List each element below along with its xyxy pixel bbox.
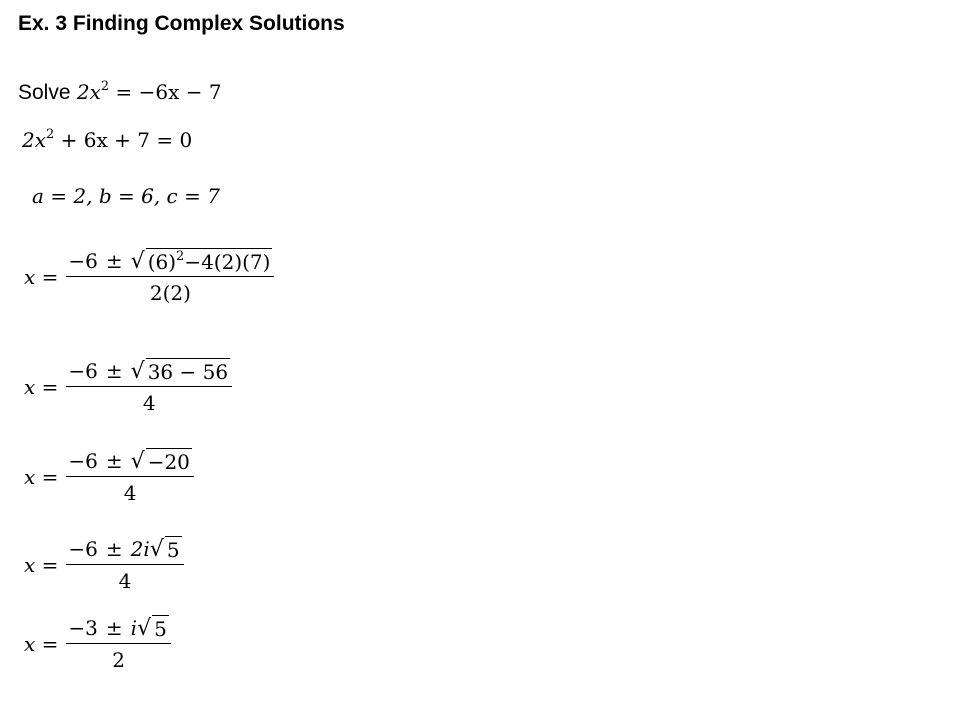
standard-rest: + 6x + 7 = 0 [54, 128, 193, 152]
step-1-plus-minus: ± [105, 249, 123, 273]
step-4-lhs: x = [24, 552, 59, 577]
step-5-radicand: 5 [154, 617, 167, 641]
step-2-numerator [66, 358, 232, 386]
step-1-lhs: x = [24, 264, 59, 289]
step-4-radicand: 5 [166, 538, 180, 562]
step-1-denominator: 2(2) [149, 281, 191, 305]
step-2-fraction [66, 358, 232, 415]
step-5-lhs: x = [24, 631, 59, 656]
quadratic-formula-step [24, 248, 274, 305]
negative-radicand-step [24, 448, 194, 505]
step-2-denominator: 4 [142, 391, 156, 415]
radical-icon: √ [130, 359, 145, 384]
slide-title: Ex. 3 Finding Complex Solutions [18, 12, 345, 35]
step-3-square-root [131, 448, 192, 473]
step-1-square-root [131, 248, 273, 273]
step-5-num-left: −3 [68, 616, 98, 640]
step-3-lhs: x = [24, 464, 59, 489]
step-5-fraction [66, 615, 170, 672]
solve-label: Solve [18, 81, 71, 104]
step-4-fraction [66, 536, 183, 593]
radical-icon: √ [137, 616, 152, 641]
problem-exponent: 2 [100, 79, 110, 94]
step-5-numerator [66, 615, 170, 643]
step-2-square-root [131, 358, 230, 383]
step-3-plus-minus: ± [105, 449, 123, 473]
step-3-denominator: 4 [123, 481, 137, 505]
radical-icon: √ [130, 449, 145, 474]
coefficients-line: a = 2, b = 6, c = 7 [32, 184, 220, 208]
step-3-numerator [66, 448, 194, 476]
step-1-num-left: −6 [68, 249, 98, 273]
standard-lhs: 2x [22, 128, 47, 152]
problem-statement [18, 80, 222, 105]
step-3-num-left: −6 [68, 449, 98, 473]
step-5-square-root [137, 615, 169, 640]
problem-lhs: 2x [76, 80, 101, 104]
step-4-square-root [150, 536, 182, 561]
step-1-radicand-a: (6) [147, 250, 177, 274]
standard-form-equation [22, 128, 192, 152]
step-1-fraction [66, 248, 274, 305]
step-2-plus-minus: ± [105, 359, 123, 383]
standard-exponent: 2 [46, 127, 55, 142]
step-5-coefficient: i [130, 616, 138, 640]
step-1-radicand-b: −4(2)(7) [184, 250, 271, 274]
step-3-fraction [66, 448, 194, 505]
step-4-num-left: −6 [68, 537, 98, 561]
simplify-radicand-step [24, 358, 232, 415]
step-2-radicand: 36 − 56 [147, 360, 229, 384]
problem-rhs: = −6x − 7 [109, 80, 222, 104]
step-5-denominator: 2 [112, 648, 125, 672]
final-solution-step [24, 615, 171, 672]
step-4-numerator [66, 536, 183, 564]
radical-icon: √ [149, 537, 164, 562]
step-4-coefficient: 2i [130, 537, 150, 561]
step-1-numerator [66, 248, 274, 276]
step-2-num-left: −6 [68, 359, 98, 383]
radical-icon: √ [130, 249, 145, 274]
step-1-radicand [146, 248, 273, 273]
step-5-plus-minus: ± [105, 616, 123, 640]
step-4-denominator: 4 [118, 569, 132, 593]
step-2-lhs: x = [24, 374, 59, 399]
step-4-plus-minus: ± [105, 537, 123, 561]
step-1-radicand-exponent: 2 [176, 249, 185, 264]
imaginary-unit-step [24, 536, 184, 593]
step-3-radicand: −20 [147, 450, 190, 474]
